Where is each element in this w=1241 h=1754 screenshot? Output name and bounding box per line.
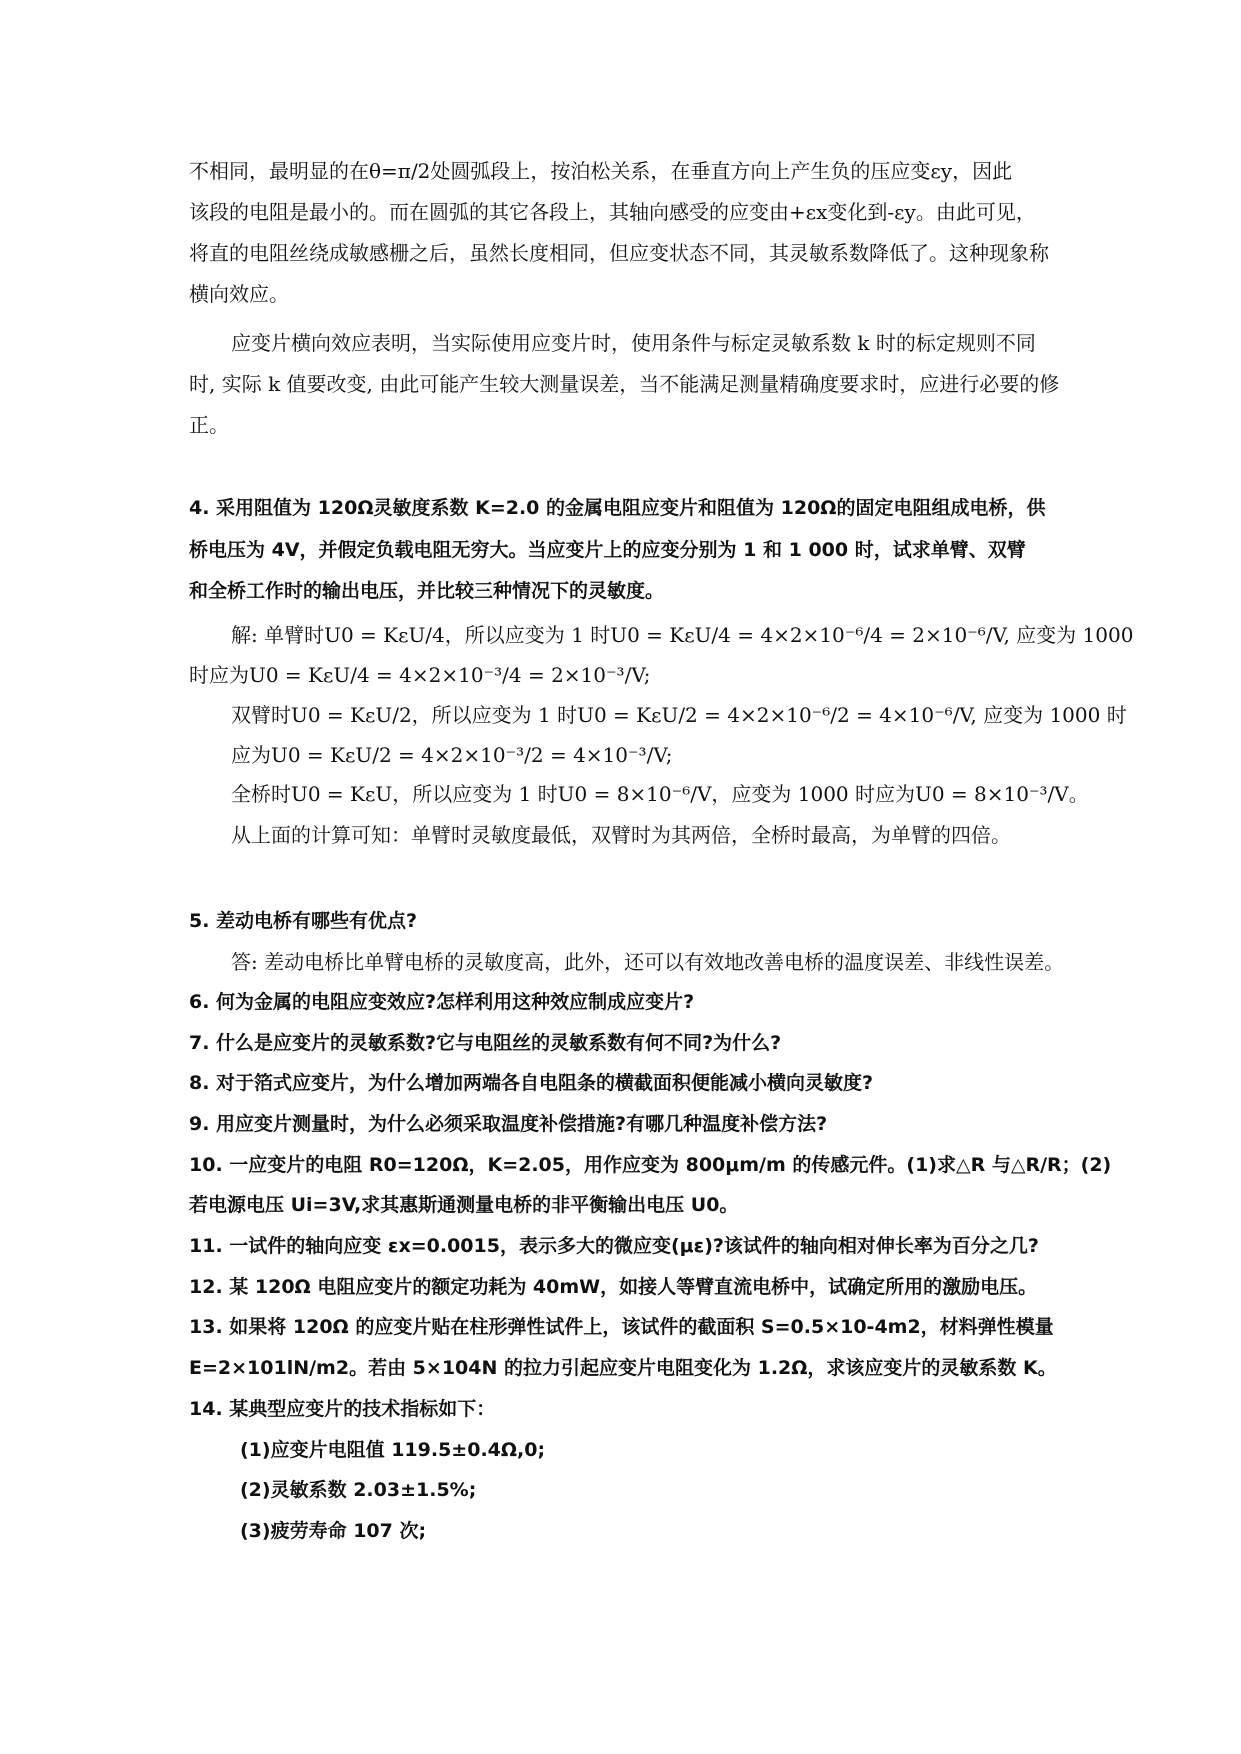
- text-line: 不相同，最明显的在θ=π/2处圆弧段上，按泊松关系，在垂直方向上产生负的压应变εy，因此: [189, 159, 1013, 183]
- text-line: 该段的电阻是最小的。而在圆弧的其它各段上，其轴向感受的应变由+εx变化到-εy。由此可见，: [189, 200, 1036, 224]
- question-line: 7. 什么是应变片的灵敏系数?它与电阻丝的灵敏系数有何不同?为什么?: [189, 1032, 782, 1054]
- text-line: 正。: [189, 413, 229, 437]
- answer-line: 答: 差动电桥比单臂电桥的灵敏度高，此外，还可以有效地改善电桥的温度误差、非线性误差。: [231, 950, 1065, 974]
- question-line: 11. 一试件的轴向应变 εx=0.0015，表示多大的微应变(με)?该试件的轴向相对伸长率为百分之几?: [189, 1235, 1039, 1257]
- question-line: 5. 差动电桥有哪些有优点?: [189, 910, 418, 932]
- text-line: 将直的电阻丝绕成敏感栅之后，虽然长度相同，但应变状态不同，其灵敏系数降低了。这种现象称: [189, 241, 1049, 265]
- solution-line: 时应为U0 = KεU/4 = 4×2×10⁻³/4 = 2×10⁻³/V;: [189, 663, 651, 687]
- spec-item: (1)应变片电阻值 119.5±0.4Ω,0;: [240, 1439, 546, 1461]
- question-line: 桥电压为 4V，并假定负载电阻无穷大。当应变片上的应变分别为 1 和 1 000 时，试求单臂、双臂: [189, 539, 1026, 561]
- question-line: 8. 对于箔式应变片，为什么增加两端各自电阻条的横截面积便能减小横向灵敏度?: [189, 1072, 874, 1094]
- solution-line: 解: 单臂时U0 = KεU/4，所以应变为 1 时U0 = KεU/4 = 4×2×10⁻⁶/4 = 2×10⁻⁶/V, 应变为 1000: [231, 623, 1134, 647]
- question-line: 和全桥工作时的输出电压，并比较三种情况下的灵敏度。: [189, 580, 665, 602]
- question-line: 13. 如果将 120Ω 的应变片贴在柱形弹性试件上，该试件的截面积 S=0.5×10-4m2，材料弹性模量: [189, 1316, 1054, 1338]
- spec-item: (3)疲劳寿命 107 次;: [240, 1520, 427, 1542]
- question-line: 6. 何为金属的电阻应变效应?怎样利用这种效应制成应变片?: [189, 991, 695, 1013]
- solution-line: 应为U0 = KεU/2 = 4×2×10⁻³/2 = 4×10⁻³/V;: [231, 743, 673, 767]
- question-line: 4. 采用阻值为 120Ω灵敏度系数 K=2.0 的金属电阻应变片和阻值为 120Ω的固定电阻组成电桥，供: [189, 497, 1046, 519]
- text-line: 应变片横向效应表明，当实际使用应变片时，使用条件与标定灵敏系数 k 时的标定规则不同: [231, 331, 1036, 355]
- question-line: 14. 某典型应变片的技术指标如下：: [189, 1398, 496, 1420]
- question-line: 10. 一应变片的电阻 R0=120Ω，K=2.05，用作应变为 800μm/m 的传感元件。(1)求△R 与△R/R；(2): [189, 1154, 1112, 1176]
- text-line: 横向效应。: [189, 282, 289, 306]
- question-line: E=2×101lN/m2。若由 5×104N 的拉力引起应变片电阻变化为 1.2Ω，求该应变片的灵敏系数 K。: [189, 1357, 1057, 1379]
- question-line: 若电源电压 Ui=3V,求其惠斯通测量电桥的非平衡输出电压 U0。: [189, 1194, 739, 1216]
- solution-line: 从上面的计算可知：单臂时灵敏度最低，双臂时为其两倍，全桥时最高，为单臂的四倍。: [231, 823, 1011, 847]
- question-line: 12. 某 120Ω 电阻应变片的额定功耗为 40mW，如接人等臂直流电桥中，试确定所用的激励电压。: [189, 1276, 1038, 1298]
- question-line: 9. 用应变片测量时，为什么必须采取温度补偿措施?有哪几种温度补偿方法?: [189, 1113, 828, 1135]
- solution-line: 全桥时U0 = KεU，所以应变为 1 时U0 = 8×10⁻⁶/V，应变为 1000 时应为U0 = 8×10⁻³/V。: [231, 782, 1089, 806]
- spec-item: (2)灵敏系数 2.03±1.5%;: [240, 1479, 477, 1501]
- solution-line: 双臂时U0 = KεU/2，所以应变为 1 时U0 = KεU/2 = 4×2×10⁻⁶/2 = 4×10⁻⁶/V, 应变为 1000 时: [231, 703, 1127, 727]
- text-line: 时, 实际 k 值要改变, 由此可能产生较大测量误差，当不能满足测量精确度要求时，应进行必要的修: [189, 372, 1060, 396]
